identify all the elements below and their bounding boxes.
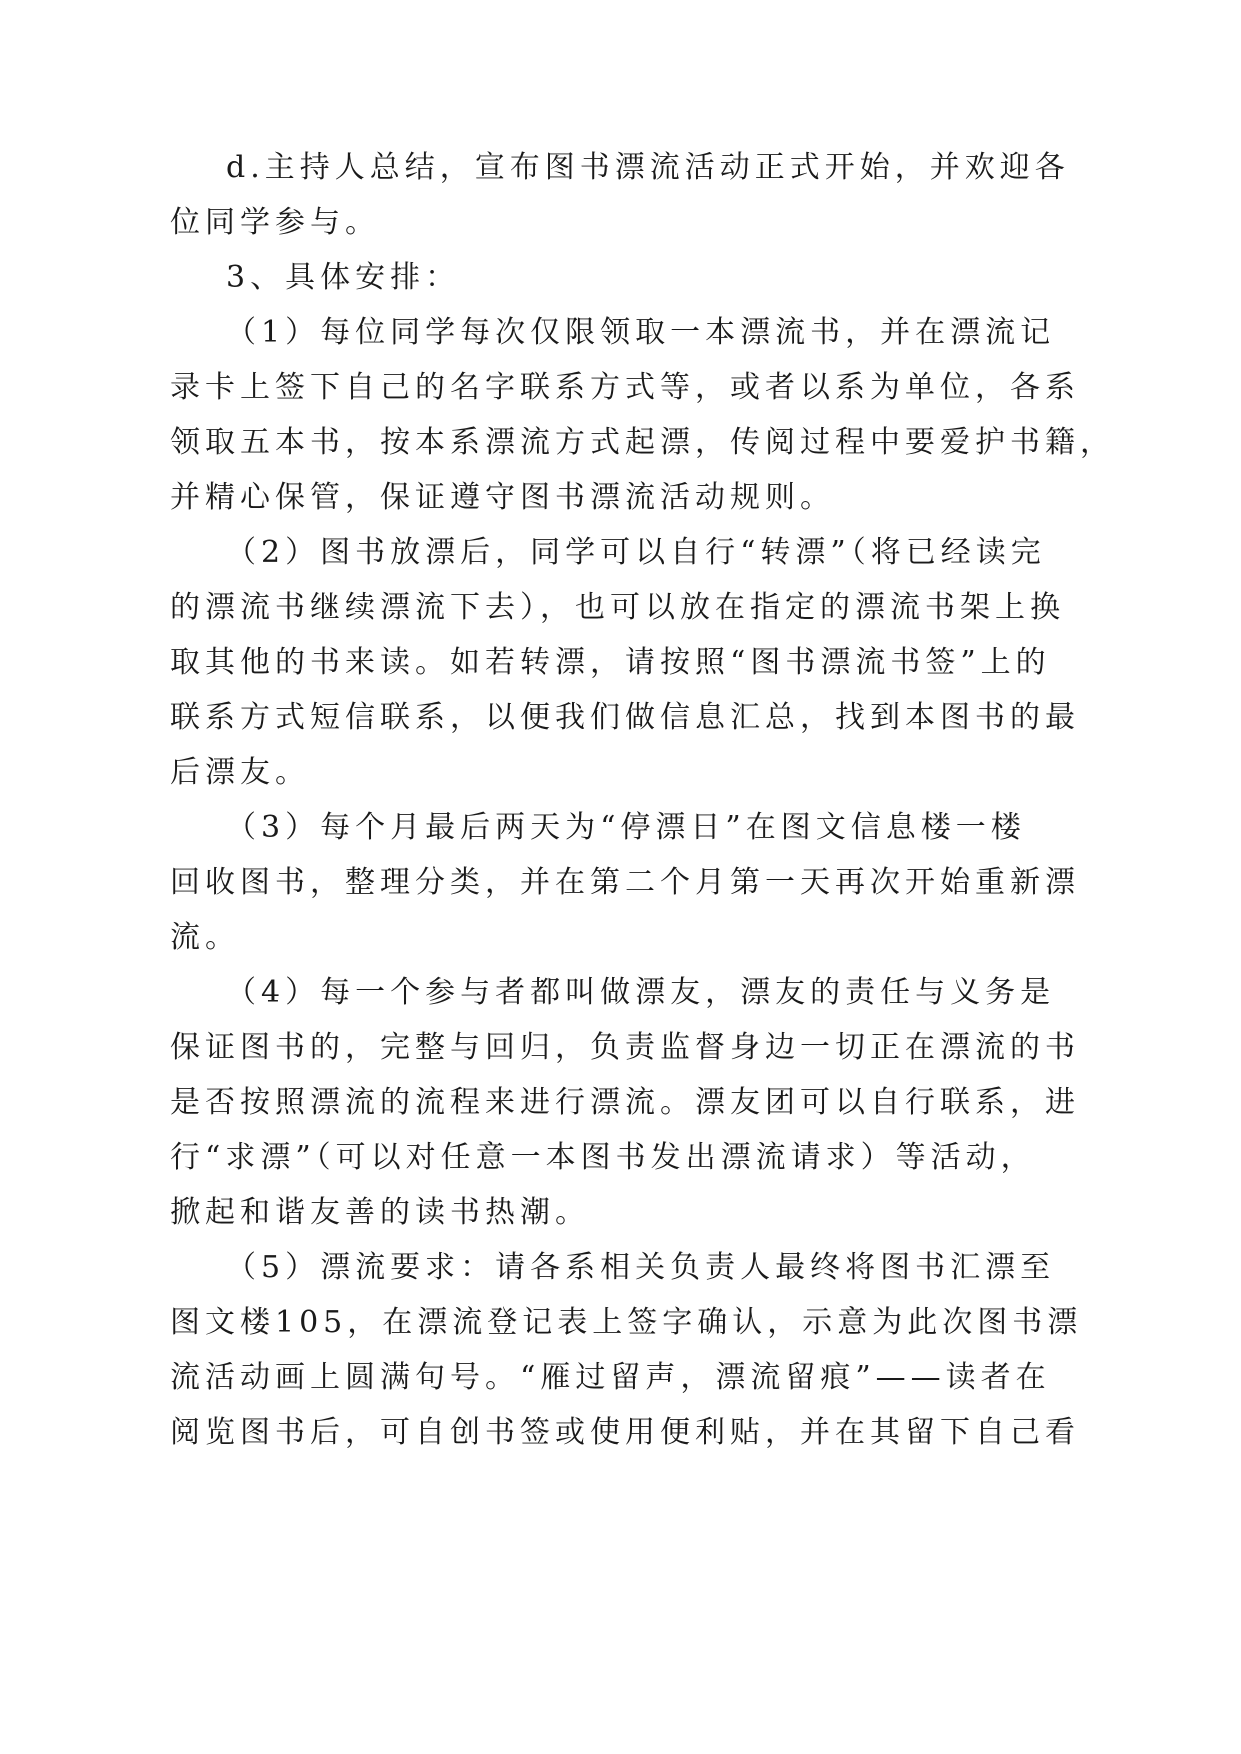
text-line: 领取五本书，按本系漂流方式起漂，传阅过程中要爱护书籍， [170, 425, 1115, 460]
text-line: 保证图书的，完整与回归，负责监督身边一切正在漂流的书 [170, 1030, 1080, 1065]
text-line: 图文楼105，在漂流登记表上签字确认，示意为此次图书漂 [170, 1305, 1083, 1340]
text-line: （4）每一个参与者都叫做漂友，漂友的责任与义务是 [226, 975, 1056, 1010]
text-line: 流。 [170, 920, 240, 955]
text-line: 阅览图书后，可自创书签或使用便利贴，并在其留下自己看 [170, 1415, 1080, 1450]
text-line: （3）每个月最后两天为“停漂日”在图文信息楼一楼 [226, 810, 1026, 845]
text-line: （2）图书放漂后，同学可以自行“转漂”（将已经读完 [226, 535, 1046, 570]
text-line: 后漂友。 [170, 755, 310, 790]
text-line: （5）漂流要求：请各系相关负责人最终将图书汇漂至 [226, 1250, 1056, 1285]
text-line: 的漂流书继续漂流下去），也可以放在指定的漂流书架上换 [170, 590, 1065, 625]
text-line: 行“求漂”（可以对任意一本图书发出漂流请求）等活动， [170, 1140, 1036, 1175]
text-line: 联系方式短信联系，以便我们做信息汇总，找到本图书的最 [170, 700, 1080, 735]
text-line: 掀起和谐友善的读书热潮。 [170, 1195, 590, 1230]
section-heading: 3、具体安排： [226, 260, 461, 295]
text-line: 流活动画上圆满句号。“雁过留声，漂流留痕”——读者在 [170, 1360, 1051, 1395]
text-line: （1）每位同学每次仅限领取一本漂流书，并在漂流记 [226, 315, 1056, 350]
text-line: d.主持人总结，宣布图书漂流活动正式开始，并欢迎各 [226, 150, 1070, 185]
text-line: 位同学参与。 [170, 205, 380, 240]
text-line: 并精心保管，保证遵守图书漂流活动规则。 [170, 480, 835, 515]
text-line: 录卡上签下自己的名字联系方式等，或者以系为单位，各系 [170, 370, 1080, 405]
text-line: 是否按照漂流的流程来进行漂流。漂友团可以自行联系，进 [170, 1085, 1080, 1120]
text-line: 取其他的书来读。如若转漂，请按照“图书漂流书签”上的 [170, 645, 1051, 680]
text-line: 回收图书，整理分类，并在第二个月第一天再次开始重新漂 [170, 865, 1080, 900]
